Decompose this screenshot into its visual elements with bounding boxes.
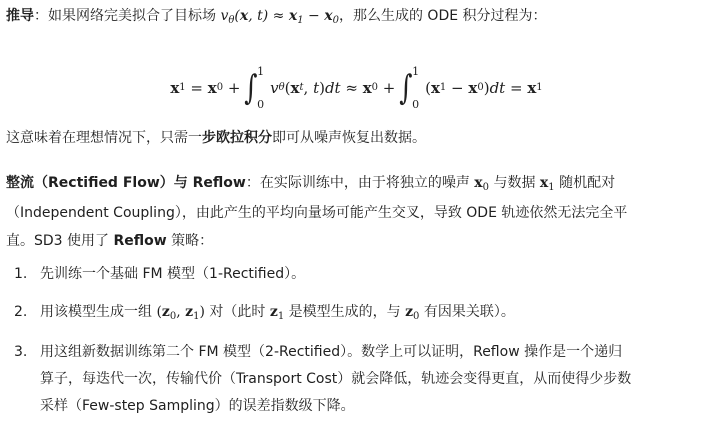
integral-sign-1: ∫ 1 0 xyxy=(244,65,265,111)
rectified-text-3b: 策略： xyxy=(171,233,214,249)
rectified-title: 整流（Rectified Flow）与 Reflow xyxy=(6,175,246,191)
math-z0: z xyxy=(405,304,414,320)
conclusion-text-b: 即可从噪声恢复出数据。 xyxy=(272,130,426,146)
list-item-3-line-2: 算子，每迭代一次，传输代价（Transport Cost）就会降低，轨迹会变得更直，从而使得少步数 xyxy=(40,371,632,387)
math-x0-inline: x xyxy=(474,175,483,191)
list-item-3-line-3: 采样（Few-step Sampling）的误差指数级下降。 xyxy=(40,398,355,414)
derivation-intro: 如果网络完美拟合了目标场 xyxy=(48,8,216,24)
reflow-bold: Reflow xyxy=(113,233,167,249)
math-x1-inline: x xyxy=(539,175,549,191)
list-number-3: 3. xyxy=(14,344,28,360)
rectified-text-1b: 与数据 xyxy=(493,175,536,191)
conclusion-line xyxy=(6,127,426,149)
math-z1: z xyxy=(269,304,278,320)
math-pair: ($z_0$, $z_1$) xyxy=(156,304,205,322)
rectified-line-2 xyxy=(6,202,627,224)
list-item-1: 先训练一个基础 FM 模型（1-Rectified）。 xyxy=(40,266,306,282)
rectified-text-1a: ：在实际训练中，由于将独立的噪声 xyxy=(245,175,470,191)
rectified-text-2: （Independent Coupling），由此产生的平均向量场可能产生交叉，导致 ODE 轨迹依然无法完全平 xyxy=(6,205,628,221)
conclusion-text-a: 这意味着在理想情况下，只需一 xyxy=(6,130,202,146)
rectified-text-3a: 直。SD3 使用了 xyxy=(6,233,110,249)
derivation-intro-tail: ，那么生成的 ODE 积分过程为： xyxy=(338,8,547,24)
rectified-text-1c: 随机配对 xyxy=(559,175,616,191)
list-number-2: 2. xyxy=(14,304,28,320)
rectified-line-1: 整流（Rectified Flow）与 Reflow：在实际训练中，由于将独立的噪声 $x_0$ 与数据 $x_1$ 随机配对 xyxy=(6,175,616,193)
math-inline-v-theta: $v_\theta(x$, $t) \approx x_1 - x_0$ xyxy=(220,8,339,26)
conclusion-bold: 步欧拉积分 xyxy=(202,130,272,146)
derivation-label: 推导 xyxy=(6,8,34,24)
display-equation: x 1 = x 0 + ∫ 1 0 v θ ( x t , t ) dt ≈ x 0 + ∫ 1 0 ( x 1 − x 0 ) dt = x 1 xyxy=(170,65,543,111)
derivation-colon: ： xyxy=(34,8,48,24)
list-number-1: 1. xyxy=(14,266,28,282)
derivation-line xyxy=(6,5,547,27)
rectified-line-3 xyxy=(6,230,213,252)
integral-sign-2: ∫ 1 0 xyxy=(399,65,420,111)
list-item-3-line-1: 用这组新数据训练第二个 FM 模型（2-Rectified）。数学上可以证明，Reflow 操作是一个递归 xyxy=(40,344,623,360)
eq-lhs-x1: x xyxy=(170,79,180,97)
list-item-2: 用该模型生成一组 ($z_0$, $z_1$) 对（此时 $z_1$ 是模型生成的，与 $z_0$ 有因果关联）。 xyxy=(40,304,515,322)
